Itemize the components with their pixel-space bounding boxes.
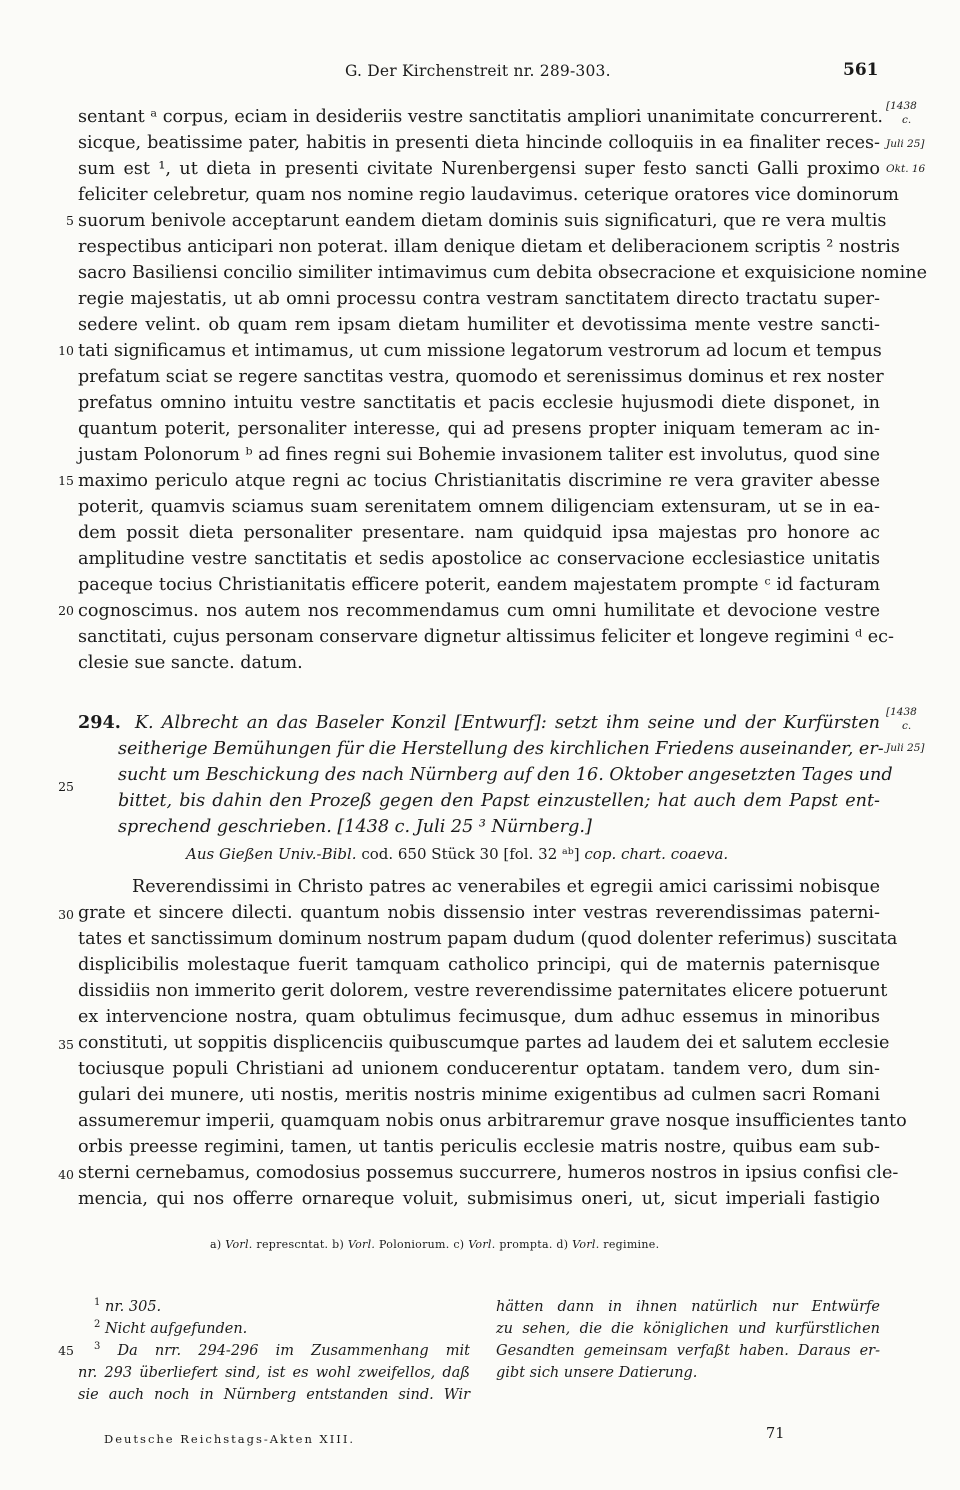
text-line: constituti, ut soppitis displicenciis quibuscumque partes ad laudem dei et salutem ecclesie — [78, 1033, 890, 1053]
text-line: sentant ᵃ corpus, eciam in desideriis vestre sanctitatis ampliori unanimitate concurrerent. — [78, 107, 883, 127]
apparatus-vorl: Vorl. — [468, 1238, 496, 1251]
footnote-line: gibt sich unsere Datierung. — [496, 1365, 698, 1381]
text-line: tati significamus et intimamus, ut cum missione legatorum vestrorum ad locum et tempus — [78, 341, 882, 361]
header-line — [78, 710, 880, 736]
header-text: K. Albrecht an das Baseler Konzil [Entwurf]: setzt ihm seine und der Kurfürsten — [134, 713, 880, 733]
page-number: 561 — [843, 60, 879, 80]
footnote-mark: 3 — [94, 1341, 101, 1353]
header-line: sprechend geschrieben. [1438 c. Juli 25 ³ Nürnberg.] — [118, 817, 592, 837]
margin-date: Okt. 16 — [886, 163, 926, 175]
footnote-line: nr. 293 überliefert sind, ist es wohl zweifellos, daß — [78, 1365, 470, 1381]
text-line: justam Polonorum ᵇ ad fines regni sui Bohemie invasionem taliter est involutus, quod sine — [78, 445, 880, 465]
margin-date: c. — [902, 114, 912, 126]
source-note — [186, 843, 786, 865]
text-line: suorum benivole acceptarunt eandem dietam dominis suis significaturi, que re vera multis — [78, 211, 887, 231]
apparatus-label: b) — [328, 1238, 348, 1251]
margin-date: Juli 25] — [886, 138, 925, 150]
text-line: respectibus anticipari non poterat. illam denique dietam et deliberacionem scriptis ² nostris — [78, 237, 900, 257]
footnote-line: sie auch noch in Nürnberg entstanden sind. Wir — [78, 1387, 470, 1403]
footnote-mark: 2 — [94, 1319, 101, 1331]
margin-date: Juli 25] — [886, 742, 925, 754]
footnote-line: Gesandten gemeinsam verfaßt haben. Daraus er- — [496, 1343, 880, 1359]
line-number: 25 — [58, 779, 74, 794]
running-head — [0, 62, 960, 88]
line-number: 5 — [66, 213, 74, 228]
text-line: prefatum sciat se regere sanctitas vestra, quomodo et serenissimus dominus et rex noster — [78, 367, 884, 387]
line-number: 40 — [58, 1167, 74, 1182]
running-head-title: G. Der Kirchenstreit nr. 289-303. — [345, 62, 611, 80]
apparatus-label: d) — [552, 1238, 573, 1251]
source-type: cop. chart. coaeva. — [584, 845, 729, 863]
text-line: clesie sue sancte. datum. — [78, 653, 303, 673]
footnote-text: nr. 305. — [104, 1299, 162, 1315]
text-line: orbis preesse regimini, tamen, ut tantis periculis ecclesie matris nostre, quibus eam sub- — [78, 1137, 880, 1157]
footnote-1 — [94, 1296, 161, 1318]
source-shelfmark: cod. 650 Stück 30 [fol. 32 ᵃᵇ] — [356, 845, 585, 863]
apparatus-label: c) — [449, 1238, 469, 1251]
line-number: 15 — [58, 473, 74, 488]
text-line: tates et sanctissimum dominum nostrum papam dudum (quod dolenter referimus) suscitata — [78, 929, 898, 949]
signature-number: 71 — [766, 1426, 785, 1442]
footnote-text: Da nrr. 294-296 im Zusammenhang mit — [117, 1343, 470, 1359]
apparatus-vorl: Vorl. — [347, 1238, 376, 1251]
text-line: sacro Basiliensi concilio similiter intimavimus cum debita obsecracione et exquisicione nomine — [78, 263, 928, 283]
source-archive: Aus Gießen Univ.-Bibl. — [186, 845, 357, 863]
footnote-text: Nicht aufgefunden. — [104, 1321, 248, 1337]
text-line: dem possit dieta personaliter presentare. nam quidquid ipsa majestas pro honore ac — [78, 523, 880, 543]
text-line: tociusque populi Christiani ad unionem conducerentur optatam. tandem vero, dum sin- — [78, 1059, 880, 1079]
text-line: mencia, qui nos offerre ornareque voluit, submisimus oneri, ut, sicut imperiali fastigio — [78, 1189, 880, 1209]
line-number: 30 — [58, 907, 74, 922]
text-line: regie majestatis, ut ab omni processu contra vestram sanctitatem directo tractatu super- — [78, 289, 880, 309]
text-line: sicque, beatissime pater, habitis in presenti dieta hincinde colloquiis in ea finaliter reces- — [78, 133, 880, 153]
text-line: maximo periculo atque regni ac tocius Christianitatis discrimine re vera graviter abesse — [78, 471, 880, 491]
text-line: quantum poterit, personaliter interesse, qui ad presens propter iniquam temeram ac in- — [78, 419, 880, 439]
margin-date: c. — [902, 720, 912, 732]
text-line: dissidiis non immerito gerit dolorem, vestre reverendissime paternitates elicere potuerunt — [78, 981, 888, 1001]
apparatus-vorl: Vorl. — [572, 1238, 600, 1251]
apparatus-reading: prompta. — [495, 1238, 553, 1251]
text-line: poterit, quamvis sciamus suam serenitatem omnem diligenciam extensuram, ut se in ea- — [78, 497, 880, 517]
footnote-2 — [94, 1318, 247, 1340]
text-line: cognoscimus. nos autem nos recommendamus cum omni humilitate et devocione vestre — [78, 601, 880, 621]
text-line: displicibilis molestaque fuerit tamquam catholico principi, qui de maternis paternisque — [78, 955, 880, 975]
critical-apparatus — [210, 1236, 770, 1254]
text-line: ex intervencione nostra, quam obtulimus fecimusque, dum adhuc essemus in minoribus — [78, 1007, 880, 1027]
text-line: sum est ¹, ut dieta in presenti civitate Nurenbergensi super festo sancti Galli proximo — [78, 159, 880, 179]
doc-number: 294. — [78, 712, 121, 733]
line-number: 20 — [58, 603, 74, 618]
apparatus-reading: regimine. — [599, 1238, 660, 1251]
apparatus-reading: represcntat. — [252, 1238, 329, 1251]
text-line: paceque tocius Christianitatis efficere poterit, eandem majestatem prompte ᶜ id facturam — [78, 575, 880, 595]
text-line: sanctitati, cujus personam conservare dignetur altissimus feliciter et longeve regimini ᵈ ec- — [78, 627, 894, 647]
footnote-line: hätten dann in ihnen natürlich nur Entwürfe — [496, 1299, 880, 1315]
series-title: Deutsche Reichstags-Akten XIII. — [104, 1432, 356, 1446]
text-line: Reverendissimi in Christo patres ac venerabiles et egregii amici carissimi nobisque — [132, 877, 880, 897]
text-line: amplitudine vestre sanctitatis et sedis apostolice ac conservacione ecclesiastice unitatis — [78, 549, 880, 569]
footnote-line: zu sehen, die die königlichen und kurfürstlichen — [496, 1321, 880, 1337]
line-number: 35 — [58, 1037, 74, 1052]
apparatus-vorl: Vorl. — [225, 1238, 253, 1251]
header-line: bittet, bis dahin den Prozeß gegen den Papst einzustellen; hat auch dem Papst ent- — [118, 791, 880, 811]
text-line: prefatus omnino intuitu vestre sanctitatis et pacis ecclesie hujusmodi diete disponet, in — [78, 393, 880, 413]
text-line: gulari dei munere, uti nostis, meritis nostris minime exigentibus ad culmen sacri Romani — [78, 1085, 880, 1105]
line-number: 10 — [58, 343, 74, 358]
text-line: sedere velint. ob quam rem ipsam dietam humiliter et devotissima mente vestre sancti- — [78, 315, 880, 335]
text-line: sterni cernebamus, comodosius possemus succurrere, humeros nostros in ipsius confisi cle- — [78, 1163, 899, 1183]
line-number: 45 — [58, 1343, 74, 1358]
text-line: feliciter celebretur, quam nos nomine regio laudavimus. ceterique oratores vice dominorum — [78, 185, 899, 205]
header-line: sucht um Beschickung des nach Nürnberg auf den 16. Oktober angesetzten Tages und — [118, 765, 893, 785]
margin-date: [1438 — [886, 706, 917, 718]
margin-date: [1438 — [886, 100, 917, 112]
apparatus-reading: Poloniorum. — [375, 1238, 450, 1251]
footnote-mark: 1 — [94, 1297, 101, 1309]
footnote-3 — [94, 1340, 470, 1362]
text-line: grate et sincere dilecti. quantum nobis dissensio inter vestras reverendissimas paterni- — [78, 903, 880, 923]
apparatus-label: a) — [210, 1238, 226, 1251]
header-line: seitherige Bemühungen für die Herstellung des kirchlichen Friedens auseinander, er- — [118, 739, 884, 759]
text-line: assumeremur imperii, quamquam nobis onus arbitraremur grave nosque insufficientes tanto — [78, 1111, 907, 1131]
